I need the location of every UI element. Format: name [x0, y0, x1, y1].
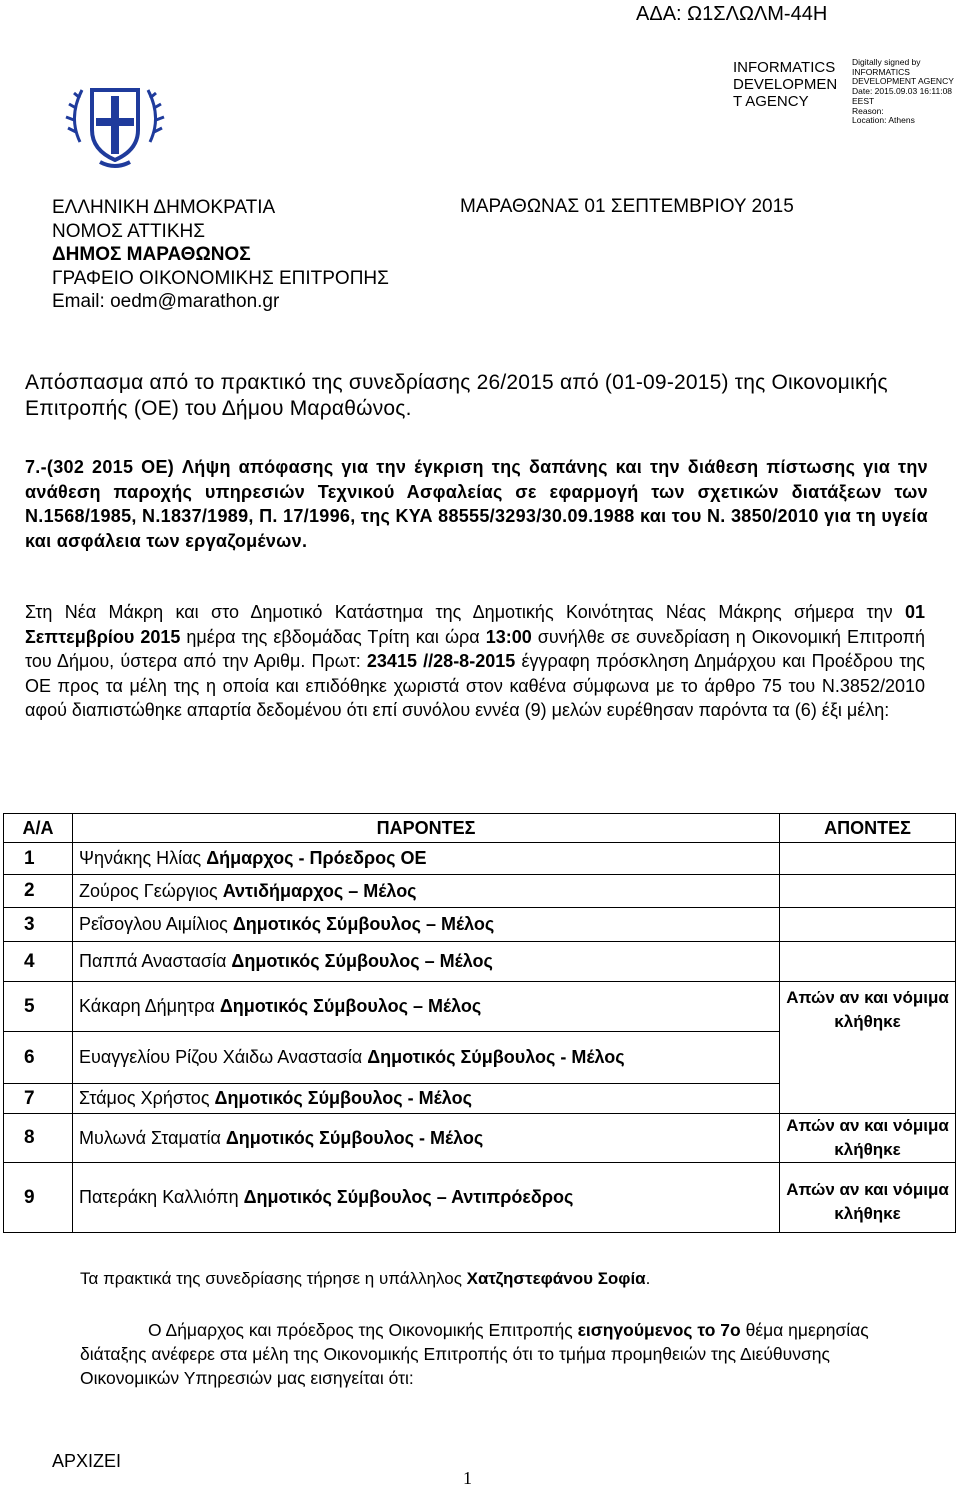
absent-cell	[780, 908, 956, 942]
rapporteur-bold: εισηγούμενος το 7ο	[577, 1320, 741, 1340]
document-date: ΜΑΡΑΘΩΝΑΣ 01 ΣΕΠΤΕΜΒΡΙΟΥ 2015	[460, 196, 794, 217]
member-role: Δημοτικός Σύμβουλος	[214, 1088, 403, 1108]
member-cell	[73, 982, 780, 1032]
session-text: έγγραφη πρόσκληση Δημάρχου και Προέδρου της ΟΕ προς τα μέλη της η οποία και επιδόθηκε χωριστά στον καθένα σύμφωνα με το άρθρο 75 του Ν.3852/2010 αφού διαπιστώθηκε απαρτία δεδομένου ότι επί συνόλου εννέα (9) μελών ευρέθησαν παρόντα τα (6) έξι μέλη:	[25, 651, 925, 721]
absent-cell	[780, 942, 956, 982]
session-text: Στη Νέα Μάκρη και στο Δημοτικό Κατάστημα της Δημοτικής Κοινότητας Νέας Μάκρης σήμερα την	[25, 602, 905, 622]
member-role: Δημοτικός Σύμβουλος	[225, 1127, 415, 1148]
signature-org-line: DEVELOPMEN	[733, 76, 838, 93]
table-row	[4, 1114, 956, 1163]
signature-detail-line: Digitally signed by	[852, 57, 921, 67]
member-role: Δημοτικός Σύμβουλος	[219, 996, 408, 1016]
member-cell	[73, 908, 780, 942]
member-cell	[73, 1084, 780, 1114]
signature-detail-line: Location: Athens	[852, 115, 915, 126]
subject-paragraph	[25, 455, 928, 553]
member-role: Αντιδήμαρχος – Μέλος	[222, 880, 417, 901]
minutes-keeper-name: Χατζηστεφάνου Σοφία	[466, 1269, 646, 1288]
letterhead-line: ΕΛΛΗΝΙΚΗ ΔΗΜΟΚΡΑΤΙΑ	[52, 197, 276, 218]
member-name: Στάμος Χρήστος	[79, 1088, 215, 1108]
column-header-absent: ΑΠΟΝΤΕΣ	[780, 814, 956, 843]
member-name: Κάκαρη Δήμητρα	[79, 996, 220, 1016]
member-cell	[73, 843, 780, 875]
member-name: Παππά Αναστασία	[79, 951, 232, 971]
row-number: 9	[4, 1163, 73, 1233]
page-number: 1	[463, 1468, 472, 1488]
member-cell	[73, 1114, 780, 1163]
row-number: 2	[4, 875, 73, 908]
table-row	[4, 942, 956, 982]
session-paragraph	[25, 600, 925, 723]
signature-detail-line: INFORMATICS	[852, 66, 910, 77]
attendance-table	[3, 813, 956, 1233]
signature-detail-line: DEVELOPMENT AGENCY	[852, 76, 954, 87]
session-text: ημέρα της εβδομάδας Τρίτη και ώρα	[180, 626, 486, 647]
letterhead-line: ΓΡΑΦΕΙΟ ΟΙΚΟΝΟΜΙΚΗΣ ΕΠΙΤΡΟΠΗΣ	[52, 267, 389, 289]
member-name: Ρεΐσογλου Αιμίλιος	[79, 914, 233, 934]
table-row	[4, 843, 956, 875]
table-row	[4, 982, 956, 1032]
closing-word: ΑΡΧΙΖΕΙ	[52, 1451, 122, 1471]
signature-detail-line: Reason:	[852, 105, 884, 116]
member-role-suffix: - Μέλος	[402, 1088, 472, 1108]
row-number: 4	[4, 942, 73, 982]
member-name: Ζούρος Γεώργιος	[79, 880, 223, 901]
table-header-row	[4, 814, 956, 843]
row-number: 1	[4, 843, 73, 875]
letterhead-municipality: ΔΗΜΟΣ ΜΑΡΑΘΩΝΟΣ	[52, 244, 251, 265]
minutes-end: .	[645, 1269, 651, 1288]
subject-code: 7.-(302 2015 ΟΕ)	[25, 457, 175, 477]
session-date: 01 Σεπτεμβρίου 2015	[25, 602, 925, 647]
minutes-keeper	[80, 1269, 650, 1289]
member-role: Δημοτικός Σύμβουλος	[231, 951, 420, 971]
member-name: Ευαγγελίου Ρίζου Χάιδω Αναστασία	[79, 1047, 368, 1067]
absent-cell	[780, 843, 956, 875]
table-row	[4, 908, 956, 942]
letterhead-email: Email: oedm@marathon.gr	[52, 291, 280, 312]
signature-organization	[733, 59, 837, 110]
absent-cell: Απών αν και νόμιμα κλήθηκε	[780, 1163, 956, 1233]
letterhead	[52, 196, 389, 314]
subject-text: Λήψη απόφασης για την έγκριση της δαπάνης και την διάθεση πίστωσης για την ανάθεση παροχής υπηρεσιών Τεχνικού Ασφαλείας σε εφαρμογή των σχετικών διατάξεων των Ν.1568/1985, Ν.1837/1989, Π. 17/1996, της ΚΥΑ 88555/3293/30.09.1988 και του Ν. 3850/2010 για τη υγεία και ασφάλεια των εργαζομένων.	[25, 457, 928, 551]
row-number: 5	[4, 982, 73, 1032]
session-time: 13:00	[485, 626, 532, 647]
rapporteur-text: θέμα ημερησίας διάταξης ανέφερε στα μέλη της Οικονομικής Επιτροπής ότι το τμήμα προμηθειών της Διεύθυνσης Οικονομικών Υπηρεσιών μας εισηγείται ότι:	[80, 1320, 869, 1388]
member-cell	[73, 875, 780, 908]
rapporteur-text: Ο Δήμαρχος και πρόεδρος της Οικονομικής Επιτροπής	[148, 1320, 578, 1340]
ada-code: ΑΔΑ: Ω1ΣΛΩΛΜ-44Η	[636, 3, 828, 25]
signature-detail-line: Date: 2015.09.03 16:11:08	[852, 86, 953, 97]
row-number: 3	[4, 908, 73, 942]
letterhead-line: ΝΟΜΟΣ ΑΤΤΙΚΗΣ	[52, 220, 205, 242]
member-role-suffix: – Μέλος	[419, 951, 493, 971]
member-role-suffix: – Αντιπρόεδρος	[431, 1187, 574, 1207]
absent-cell	[780, 875, 956, 908]
signature-org-line: T AGENCY	[733, 93, 809, 110]
member-cell	[73, 1163, 780, 1233]
member-role: Δημοτικός Σύμβουλος	[367, 1047, 556, 1067]
column-header-present: ΠΑΡΟΝΤΕΣ	[73, 814, 780, 843]
table-row	[4, 875, 956, 908]
member-role-suffix: - Πρόεδρος ΟΕ	[293, 848, 427, 868]
absent-cell: Απών αν και νόμιμα κλήθηκε	[780, 1114, 956, 1163]
signature-org-line: INFORMATICS	[733, 59, 836, 76]
row-number: 7	[4, 1084, 73, 1114]
member-cell	[73, 1032, 780, 1084]
minutes-text: Τα πρακτικά της συνεδρίασης τήρησε η υπάλληλος	[80, 1269, 467, 1288]
member-cell	[73, 942, 780, 982]
member-name: Πατεράκη Καλλιόπη	[79, 1187, 244, 1207]
greek-emblem-icon	[60, 72, 170, 172]
protocol-number: 23415 //28-8-2015	[366, 651, 516, 672]
member-role-suffix: - Μέλος	[555, 1047, 625, 1067]
session-text: συνήλθε σε συνεδρίαση η Οικονομική Επιτροπή του Δήμου, ύστερα από την Αριθμ. Πρωτ:	[25, 626, 925, 672]
member-name: Μυλωνά Σταματία	[79, 1127, 226, 1148]
signature-detail-line: EEST	[852, 95, 875, 106]
signature-details	[852, 58, 954, 126]
row-number: 8	[4, 1114, 73, 1163]
table-row	[4, 1163, 956, 1233]
excerpt-title: Απόσπασμα από το πρακτικό της συνεδρίασης 26/2015 από (01-09-2015) της Οικονομικής Επιτροπής (ΟΕ) του Δήμου Μαραθώνος.	[25, 371, 888, 420]
rapporteur-paragraph	[80, 1318, 910, 1390]
member-role: Δημοτικός Σύμβουλος	[243, 1187, 432, 1207]
row-number: 6	[4, 1032, 73, 1084]
member-role: Δήμαρχος	[206, 848, 294, 868]
member-role-suffix: - Μέλος	[414, 1127, 484, 1148]
absent-cell: Απών αν και νόμιμα κλήθηκε	[780, 982, 956, 1114]
member-role: Δημοτικός Σύμβουλος	[232, 914, 421, 934]
member-name: Ψηνάκης Ηλίας	[79, 848, 207, 868]
member-role-suffix: – Μέλος	[407, 996, 482, 1016]
member-role-suffix: – Μέλος	[420, 914, 495, 934]
column-header-number: Α/Α	[4, 814, 73, 843]
